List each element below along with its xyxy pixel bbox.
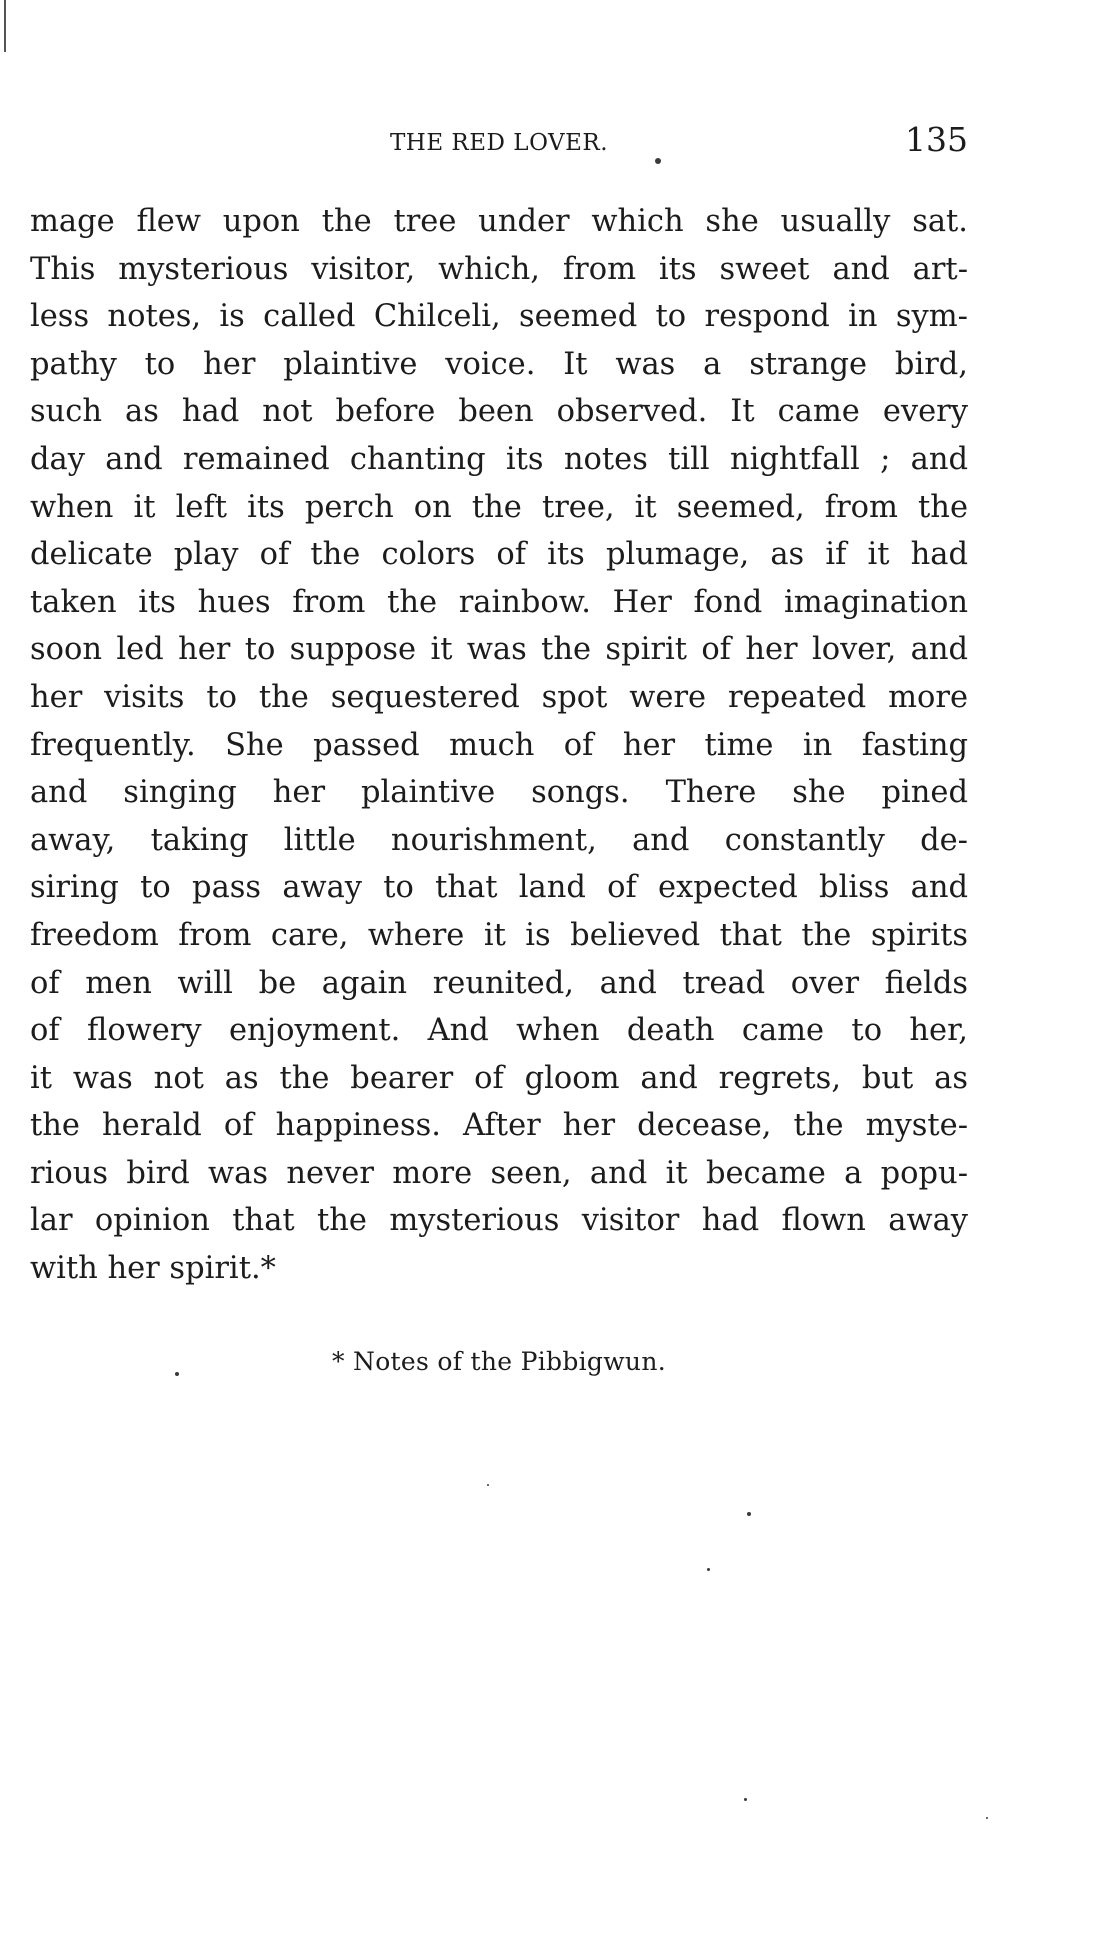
text-line: of flowery enjoyment. And when death came to her, [30, 1013, 968, 1049]
text-line: when it left its perch on the tree, it seemed, from the [30, 489, 968, 525]
text-line: the herald of happiness. After her decease, the myste- [30, 1108, 968, 1144]
footnote: * Notes of the Pibbigwun. [331, 1347, 666, 1376]
text-line: her visits to the sequestered spot were repeated more [30, 679, 968, 715]
print-speck [986, 1817, 988, 1819]
text-line: siring to pass away to that land of expected bliss and [30, 870, 968, 906]
text-line: rious bird was never more seen, and it became a popu- [30, 1155, 968, 1191]
text-line: and singing her plaintive songs. There she pined [30, 775, 968, 811]
print-speck [175, 1372, 179, 1376]
text-line: of men will be again reunited, and tread over fields [30, 965, 968, 1001]
print-speck [747, 1512, 751, 1516]
print-speck [707, 1568, 710, 1571]
text-line: delicate play of the colors of its plumage, as if it had [30, 537, 968, 573]
text-line: such as had not before been observed. It came every [30, 394, 968, 430]
text-line: freedom from care, where it is believed that the spirits [30, 917, 968, 953]
text-line: frequently. She passed much of her time in fasting [30, 727, 968, 763]
scan-edge-mark [4, 0, 6, 52]
running-title: THE RED LOVER. [389, 130, 609, 156]
text-line: it was not as the bearer of gloom and regrets, but as [30, 1060, 968, 1096]
text-line: pathy to her plaintive voice. It was a strange bird, [30, 346, 968, 382]
text-line: day and remained chanting its notes till nightfall ; and [30, 441, 968, 477]
print-speck [744, 1798, 747, 1801]
print-speck [487, 1484, 489, 1486]
body-text [30, 198, 968, 1293]
text-line: This mysterious visitor, which, from its sweet and art- [30, 251, 968, 287]
text-line: less notes, is called Chilceli, seemed to respond in sym- [30, 299, 968, 335]
text-line: lar opinion that the mysterious visitor had flown away [30, 1203, 968, 1239]
running-head [30, 120, 968, 160]
print-speck [655, 158, 661, 164]
page-number: 135 [905, 120, 968, 159]
text-line: soon led her to suppose it was the spirit of her lover, and [30, 632, 968, 668]
text-line: taken its hues from the rainbow. Her fond imagination [30, 584, 968, 620]
text-line: mage flew upon the tree under which she usually sat. [30, 204, 968, 239]
text-line: away, taking little nourishment, and constantly de- [30, 822, 968, 858]
text-line: with her spirit.* [30, 1251, 276, 1287]
